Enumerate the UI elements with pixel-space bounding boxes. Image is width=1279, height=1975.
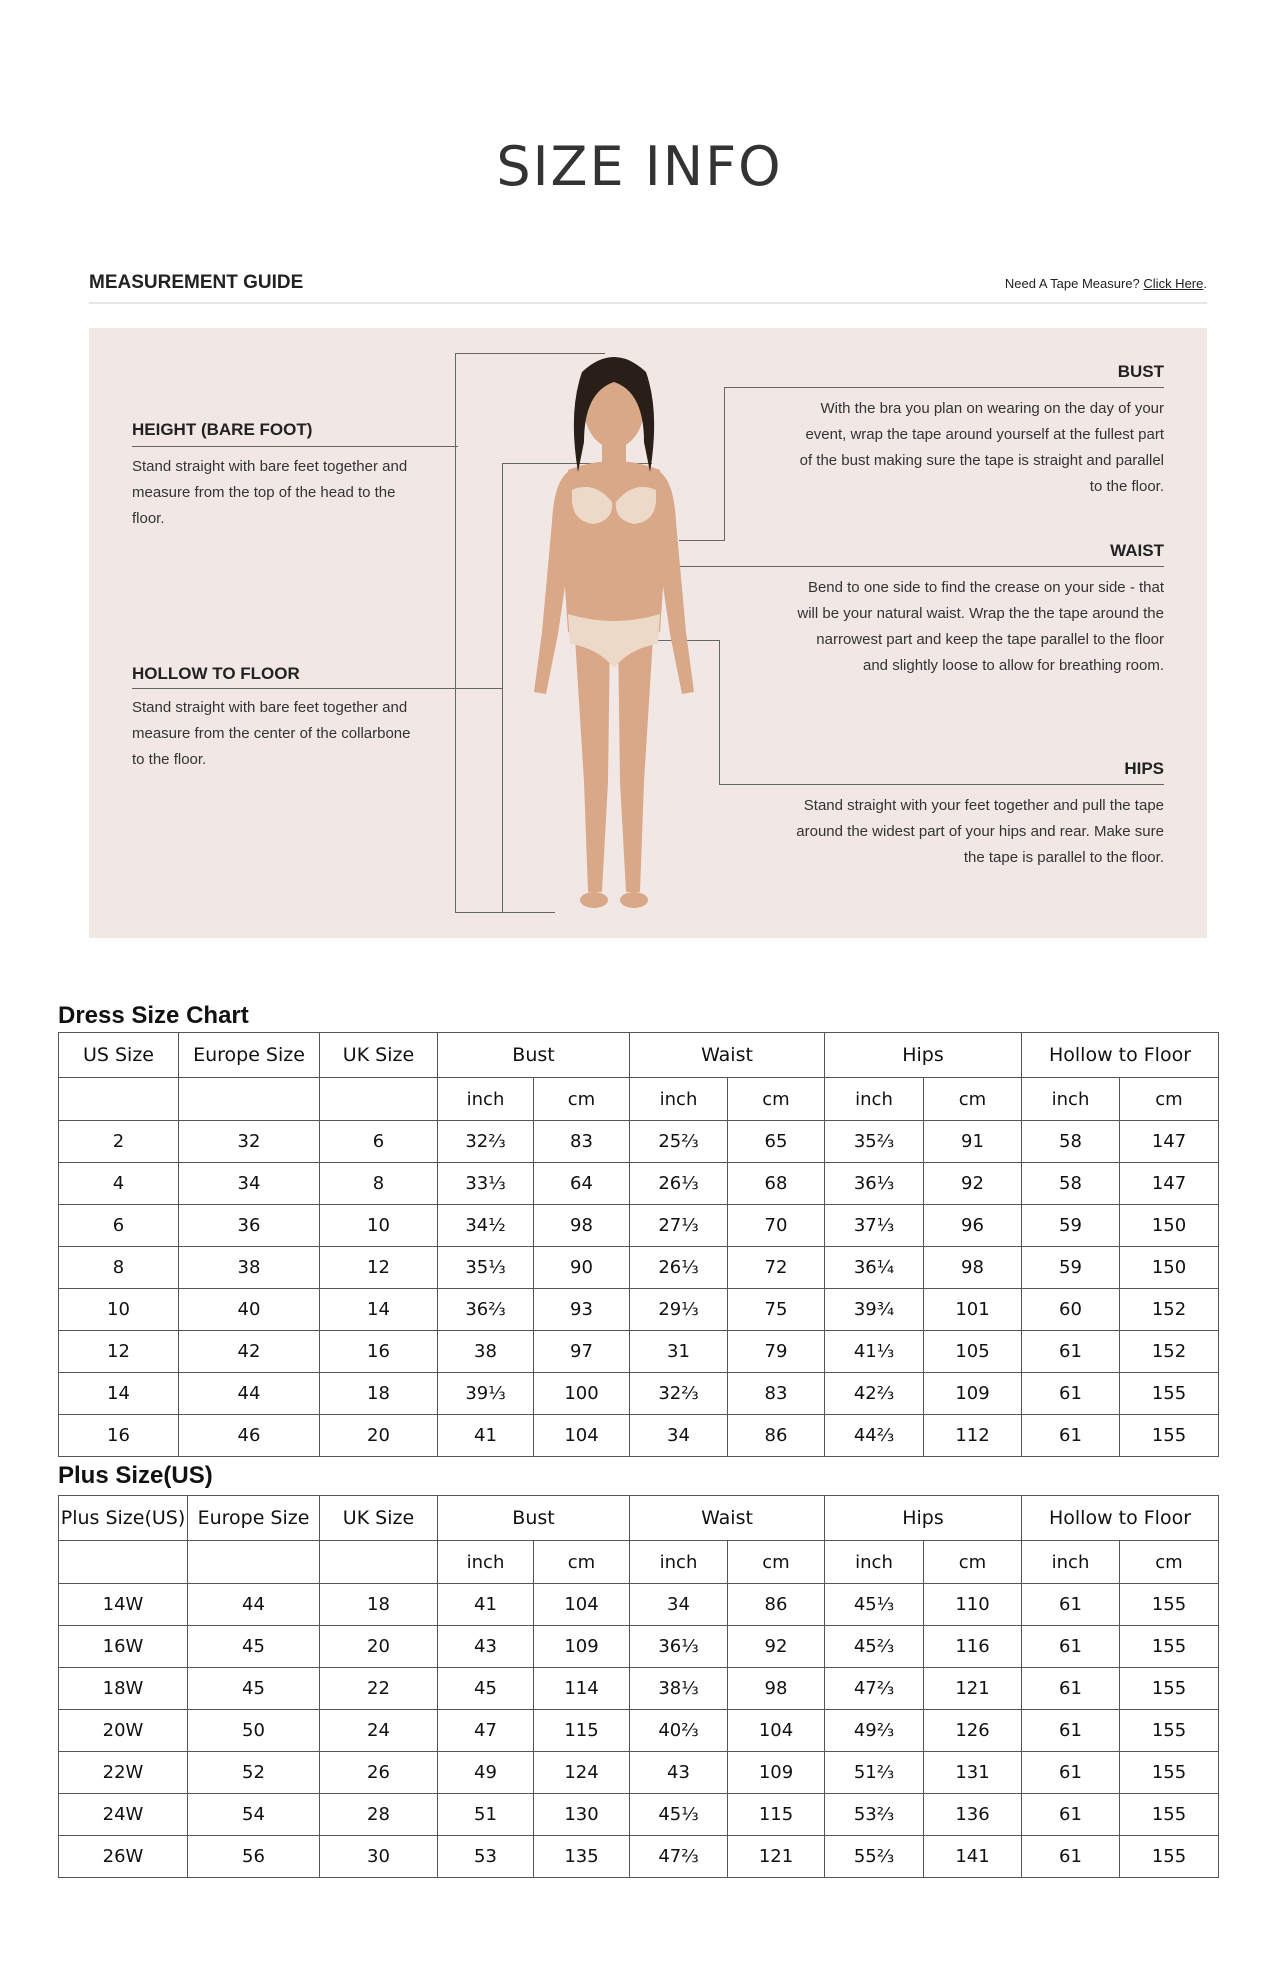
table-cell: 36¼ bbox=[825, 1247, 924, 1289]
table-cell: 155 bbox=[1120, 1752, 1219, 1794]
table-cell: 61 bbox=[1022, 1710, 1120, 1752]
table-cell: 45 bbox=[188, 1668, 320, 1710]
measurement-guide-title: MEASUREMENT GUIDE bbox=[89, 272, 304, 293]
table-cell: 22 bbox=[320, 1668, 438, 1710]
table-cell: 54 bbox=[188, 1794, 320, 1836]
table-cell: 36⅔ bbox=[438, 1289, 534, 1331]
table-cell: 12 bbox=[320, 1247, 438, 1289]
table-cell: 45⅓ bbox=[630, 1794, 728, 1836]
bust-vertical-line bbox=[724, 387, 725, 540]
table-cell: 126 bbox=[924, 1710, 1022, 1752]
header-cell: US Size bbox=[59, 1033, 179, 1078]
tape-prompt-period: . bbox=[1203, 276, 1207, 291]
table-row bbox=[59, 1794, 1219, 1836]
table-cell: 25⅔ bbox=[630, 1121, 728, 1163]
header-cell: Waist bbox=[630, 1033, 825, 1078]
table-header-row bbox=[59, 1033, 1219, 1078]
plus-table-body bbox=[59, 1584, 1219, 1878]
table-cell: 61 bbox=[1022, 1373, 1120, 1415]
header-cell: UK Size bbox=[320, 1033, 438, 1078]
table-cell: 61 bbox=[1022, 1752, 1120, 1794]
header-cell: Bust bbox=[438, 1033, 630, 1078]
table-cell: 18 bbox=[320, 1584, 438, 1626]
table-cell: 96 bbox=[924, 1205, 1022, 1247]
table-cell: 116 bbox=[924, 1626, 1022, 1668]
table-cell: 61 bbox=[1022, 1331, 1120, 1373]
table-cell: 26⅓ bbox=[630, 1247, 728, 1289]
table-cell: 37⅓ bbox=[825, 1205, 924, 1247]
hollow-vertical-line bbox=[502, 463, 503, 913]
table-cell: 97 bbox=[534, 1331, 630, 1373]
header-cell: Europe Size bbox=[188, 1496, 320, 1541]
table-cell: 104 bbox=[534, 1415, 630, 1457]
table-cell: 72 bbox=[728, 1247, 825, 1289]
table-cell: 110 bbox=[924, 1584, 1022, 1626]
table-cell: 147 bbox=[1120, 1121, 1219, 1163]
table-cell: 93 bbox=[534, 1289, 630, 1331]
table-row bbox=[59, 1415, 1219, 1457]
table-cell: 47 bbox=[438, 1710, 534, 1752]
table-cell: 4 bbox=[59, 1163, 179, 1205]
table-cell: 150 bbox=[1120, 1247, 1219, 1289]
table-row bbox=[59, 1205, 1219, 1247]
table-cell: 58 bbox=[1022, 1163, 1120, 1205]
header-cell: Hollow to Floor bbox=[1022, 1033, 1219, 1078]
unit-cell: cm bbox=[728, 1541, 825, 1584]
table-cell: 38 bbox=[179, 1247, 320, 1289]
table-cell: 43 bbox=[438, 1626, 534, 1668]
table-cell: 68 bbox=[728, 1163, 825, 1205]
table-cell: 24 bbox=[320, 1710, 438, 1752]
table-cell: 43 bbox=[630, 1752, 728, 1794]
table-cell: 35⅓ bbox=[438, 1247, 534, 1289]
table-cell: 44⅔ bbox=[825, 1415, 924, 1457]
table-row bbox=[59, 1710, 1219, 1752]
table-cell: 135 bbox=[534, 1836, 630, 1878]
click-here-link[interactable]: Click Here bbox=[1143, 276, 1204, 291]
table-cell: 14 bbox=[320, 1289, 438, 1331]
table-cell: 42⅔ bbox=[825, 1373, 924, 1415]
table-row bbox=[59, 1584, 1219, 1626]
table-cell: 98 bbox=[534, 1205, 630, 1247]
measurement-guide-header bbox=[89, 272, 1207, 304]
table-cell: 150 bbox=[1120, 1205, 1219, 1247]
table-cell: 61 bbox=[1022, 1668, 1120, 1710]
table-cell: 121 bbox=[924, 1668, 1022, 1710]
table-cell: 28 bbox=[320, 1794, 438, 1836]
header-cell: Hips bbox=[825, 1033, 1022, 1078]
hollow-to-floor-title: HOLLOW TO FLOOR bbox=[132, 664, 300, 683]
dress-size-table bbox=[58, 1032, 1219, 1457]
table-cell: 90 bbox=[534, 1247, 630, 1289]
header-cell: UK Size bbox=[320, 1496, 438, 1541]
tape-measure-prompt bbox=[1005, 276, 1207, 291]
table-row bbox=[59, 1752, 1219, 1794]
table-cell: 34 bbox=[630, 1584, 728, 1626]
table-cell: 32⅔ bbox=[630, 1373, 728, 1415]
height-guide-line bbox=[132, 446, 458, 447]
table-cell: 58 bbox=[1022, 1121, 1120, 1163]
table-cell: 61 bbox=[1022, 1626, 1120, 1668]
table-cell: 10 bbox=[59, 1289, 179, 1331]
table-cell: 39¾ bbox=[825, 1289, 924, 1331]
table-cell: 109 bbox=[534, 1626, 630, 1668]
table-cell: 104 bbox=[534, 1584, 630, 1626]
table-cell: 36⅓ bbox=[630, 1626, 728, 1668]
unit-cell: inch bbox=[825, 1541, 924, 1584]
table-cell: 40 bbox=[179, 1289, 320, 1331]
unit-cell: cm bbox=[924, 1078, 1022, 1121]
table-cell: 79 bbox=[728, 1331, 825, 1373]
table-cell: 152 bbox=[1120, 1331, 1219, 1373]
table-unit-row bbox=[59, 1078, 1219, 1121]
header-cell: Bust bbox=[438, 1496, 630, 1541]
table-cell: 14 bbox=[59, 1373, 179, 1415]
table-cell: 14W bbox=[59, 1584, 188, 1626]
table-cell: 56 bbox=[188, 1836, 320, 1878]
table-row bbox=[59, 1668, 1219, 1710]
table-cell: 46 bbox=[179, 1415, 320, 1457]
table-cell: 60 bbox=[1022, 1289, 1120, 1331]
bust-text: With the bra you plan on wearing on the day of your event, wrap the tape around yourself at the fullest part of the bust making sure the tape is straight and parallel to the floor. bbox=[799, 400, 1164, 495]
table-cell: 65 bbox=[728, 1121, 825, 1163]
table-cell: 34 bbox=[179, 1163, 320, 1205]
table-row bbox=[59, 1626, 1219, 1668]
table-cell: 30 bbox=[320, 1836, 438, 1878]
table-cell: 61 bbox=[1022, 1415, 1120, 1457]
unit-cell: inch bbox=[1022, 1541, 1120, 1584]
table-cell: 26⅓ bbox=[630, 1163, 728, 1205]
table-cell: 10 bbox=[320, 1205, 438, 1247]
table-cell: 155 bbox=[1120, 1373, 1219, 1415]
table-cell: 83 bbox=[728, 1373, 825, 1415]
table-cell: 124 bbox=[534, 1752, 630, 1794]
table-cell: 100 bbox=[534, 1373, 630, 1415]
table-row bbox=[59, 1163, 1219, 1205]
table-cell: 155 bbox=[1120, 1626, 1219, 1668]
table-cell: 61 bbox=[1022, 1836, 1120, 1878]
table-cell: 8 bbox=[320, 1163, 438, 1205]
table-cell: 47⅔ bbox=[630, 1836, 728, 1878]
unit-cell: inch bbox=[438, 1541, 534, 1584]
table-cell: 101 bbox=[924, 1289, 1022, 1331]
table-cell: 115 bbox=[728, 1794, 825, 1836]
table-cell: 105 bbox=[924, 1331, 1022, 1373]
table-cell: 64 bbox=[534, 1163, 630, 1205]
table-cell: 32⅔ bbox=[438, 1121, 534, 1163]
table-cell: 16 bbox=[320, 1331, 438, 1373]
table-cell: 18 bbox=[320, 1373, 438, 1415]
table-cell: 70 bbox=[728, 1205, 825, 1247]
table-cell: 45 bbox=[188, 1626, 320, 1668]
table-cell: 51 bbox=[438, 1794, 534, 1836]
table-cell: 40⅔ bbox=[630, 1710, 728, 1752]
hips-vertical-line bbox=[719, 640, 720, 785]
table-cell: 92 bbox=[728, 1626, 825, 1668]
table-cell: 131 bbox=[924, 1752, 1022, 1794]
table-cell: 92 bbox=[924, 1163, 1022, 1205]
table-cell: 112 bbox=[924, 1415, 1022, 1457]
unit-cell: inch bbox=[438, 1078, 534, 1121]
header-cell: Hips bbox=[825, 1496, 1022, 1541]
table-cell: 16 bbox=[59, 1415, 179, 1457]
header-cell: Waist bbox=[630, 1496, 825, 1541]
table-cell: 55⅔ bbox=[825, 1836, 924, 1878]
table-cell: 44 bbox=[179, 1373, 320, 1415]
unit-cell: cm bbox=[728, 1078, 825, 1121]
hips-guide-line bbox=[719, 784, 1164, 785]
table-cell: 86 bbox=[728, 1415, 825, 1457]
table-cell: 136 bbox=[924, 1794, 1022, 1836]
table-cell: 47⅔ bbox=[825, 1668, 924, 1710]
table-cell: 38 bbox=[438, 1331, 534, 1373]
hollow-to-floor-text: Stand straight with bare feet together and measure from the center of the collarbone to the floor. bbox=[132, 699, 411, 768]
table-row bbox=[59, 1331, 1219, 1373]
tape-prompt-text: Need A Tape Measure? bbox=[1004, 276, 1140, 291]
table-cell: 26W bbox=[59, 1836, 188, 1878]
plus-size-chart-title: Plus Size(US) bbox=[58, 1462, 213, 1489]
bust-guide-line bbox=[724, 387, 1164, 388]
table-cell: 109 bbox=[728, 1752, 825, 1794]
table-cell: 41 bbox=[438, 1415, 534, 1457]
table-header-row bbox=[59, 1496, 1219, 1541]
table-cell: 38⅓ bbox=[630, 1668, 728, 1710]
table-cell: 53⅔ bbox=[825, 1794, 924, 1836]
table-cell: 31 bbox=[630, 1331, 728, 1373]
table-cell: 104 bbox=[728, 1710, 825, 1752]
table-cell: 20W bbox=[59, 1710, 188, 1752]
table-cell: 155 bbox=[1120, 1415, 1219, 1457]
table-cell: 155 bbox=[1120, 1668, 1219, 1710]
table-cell: 155 bbox=[1120, 1794, 1219, 1836]
table-cell: 45 bbox=[438, 1668, 534, 1710]
header-cell: Hollow to Floor bbox=[1022, 1496, 1219, 1541]
table-cell: 42 bbox=[179, 1331, 320, 1373]
table-cell: 61 bbox=[1022, 1794, 1120, 1836]
unit-cell: cm bbox=[924, 1541, 1022, 1584]
hips-text: Stand straight with your feet together and pull the tape around the widest part of your hips and rear. Make sure the tape is parallel to the floor. bbox=[796, 797, 1164, 866]
table-cell: 34½ bbox=[438, 1205, 534, 1247]
plus-size-table bbox=[58, 1495, 1219, 1878]
unit-cell: cm bbox=[534, 1541, 630, 1584]
table-cell: 49 bbox=[438, 1752, 534, 1794]
bust-title: BUST bbox=[1117, 362, 1164, 381]
unit-cell: inch bbox=[630, 1078, 728, 1121]
table-cell: 35⅔ bbox=[825, 1121, 924, 1163]
table-cell: 45⅔ bbox=[825, 1626, 924, 1668]
unit-cell: cm bbox=[534, 1078, 630, 1121]
table-cell: 44 bbox=[188, 1584, 320, 1626]
table-row bbox=[59, 1121, 1219, 1163]
table-cell: 53 bbox=[438, 1836, 534, 1878]
table-cell: 29⅓ bbox=[630, 1289, 728, 1331]
waist-title: WAIST bbox=[1110, 541, 1164, 560]
table-cell: 20 bbox=[320, 1626, 438, 1668]
table-cell: 52 bbox=[188, 1752, 320, 1794]
table-cell: 41 bbox=[438, 1584, 534, 1626]
hips-title: HIPS bbox=[1124, 759, 1164, 778]
table-cell: 91 bbox=[924, 1121, 1022, 1163]
table-cell: 2 bbox=[59, 1121, 179, 1163]
table-cell: 6 bbox=[320, 1121, 438, 1163]
unit-cell: cm bbox=[1120, 1078, 1219, 1121]
table-cell: 155 bbox=[1120, 1836, 1219, 1878]
table-cell: 109 bbox=[924, 1373, 1022, 1415]
table-cell: 61 bbox=[1022, 1584, 1120, 1626]
table-cell: 75 bbox=[728, 1289, 825, 1331]
table-cell: 22W bbox=[59, 1752, 188, 1794]
table-cell: 33⅓ bbox=[438, 1163, 534, 1205]
table-cell: 50 bbox=[188, 1710, 320, 1752]
header-cell: Plus Size(US) bbox=[59, 1496, 188, 1541]
table-cell: 121 bbox=[728, 1836, 825, 1878]
table-cell: 27⅓ bbox=[630, 1205, 728, 1247]
page-title: SIZE INFO bbox=[496, 135, 783, 198]
table-cell: 39⅓ bbox=[438, 1373, 534, 1415]
table-cell: 6 bbox=[59, 1205, 179, 1247]
table-cell: 24W bbox=[59, 1794, 188, 1836]
table-cell: 51⅔ bbox=[825, 1752, 924, 1794]
table-row bbox=[59, 1836, 1219, 1878]
table-cell: 59 bbox=[1022, 1205, 1120, 1247]
table-cell: 155 bbox=[1120, 1710, 1219, 1752]
table-cell: 18W bbox=[59, 1668, 188, 1710]
unit-cell: inch bbox=[630, 1541, 728, 1584]
unit-cell: cm bbox=[1120, 1541, 1219, 1584]
table-cell: 86 bbox=[728, 1584, 825, 1626]
table-cell: 20 bbox=[320, 1415, 438, 1457]
table-cell: 152 bbox=[1120, 1289, 1219, 1331]
dress-size-chart-title: Dress Size Chart bbox=[58, 1002, 249, 1029]
table-cell: 114 bbox=[534, 1668, 630, 1710]
table-row bbox=[59, 1289, 1219, 1331]
table-cell: 45⅓ bbox=[825, 1584, 924, 1626]
table-cell: 115 bbox=[534, 1710, 630, 1752]
table-unit-row bbox=[59, 1541, 1219, 1584]
header-cell: Europe Size bbox=[179, 1033, 320, 1078]
unit-cell: inch bbox=[825, 1078, 924, 1121]
table-cell: 130 bbox=[534, 1794, 630, 1836]
table-cell: 26 bbox=[320, 1752, 438, 1794]
table-row bbox=[59, 1247, 1219, 1289]
waist-text: Bend to one side to find the crease on your side - that will be your natural waist. Wrap the the tape around the narrowest part and keep the tape parallel to the floor and slightly loose to allow for breathing room. bbox=[797, 579, 1164, 674]
table-cell: 32 bbox=[179, 1121, 320, 1163]
table-cell: 83 bbox=[534, 1121, 630, 1163]
table-cell: 147 bbox=[1120, 1163, 1219, 1205]
dress-table-body bbox=[59, 1121, 1219, 1457]
unit-cell: inch bbox=[1022, 1078, 1120, 1121]
table-cell: 141 bbox=[924, 1836, 1022, 1878]
table-cell: 34 bbox=[630, 1415, 728, 1457]
height-text: Stand straight with bare feet together and measure from the top of the head to the floor. bbox=[132, 458, 408, 527]
table-cell: 98 bbox=[728, 1668, 825, 1710]
table-cell: 49⅔ bbox=[825, 1710, 924, 1752]
table-cell: 8 bbox=[59, 1247, 179, 1289]
table-cell: 16W bbox=[59, 1626, 188, 1668]
height-vertical-line bbox=[455, 353, 456, 913]
height-title: HEIGHT (BARE FOOT) bbox=[132, 420, 313, 439]
table-cell: 36⅓ bbox=[825, 1163, 924, 1205]
table-row bbox=[59, 1373, 1219, 1415]
model-figure bbox=[510, 352, 718, 918]
table-cell: 155 bbox=[1120, 1584, 1219, 1626]
table-cell: 12 bbox=[59, 1331, 179, 1373]
table-cell: 36 bbox=[179, 1205, 320, 1247]
table-cell: 41⅓ bbox=[825, 1331, 924, 1373]
hollow-guide-line bbox=[132, 688, 502, 689]
table-cell: 98 bbox=[924, 1247, 1022, 1289]
table-cell: 59 bbox=[1022, 1247, 1120, 1289]
